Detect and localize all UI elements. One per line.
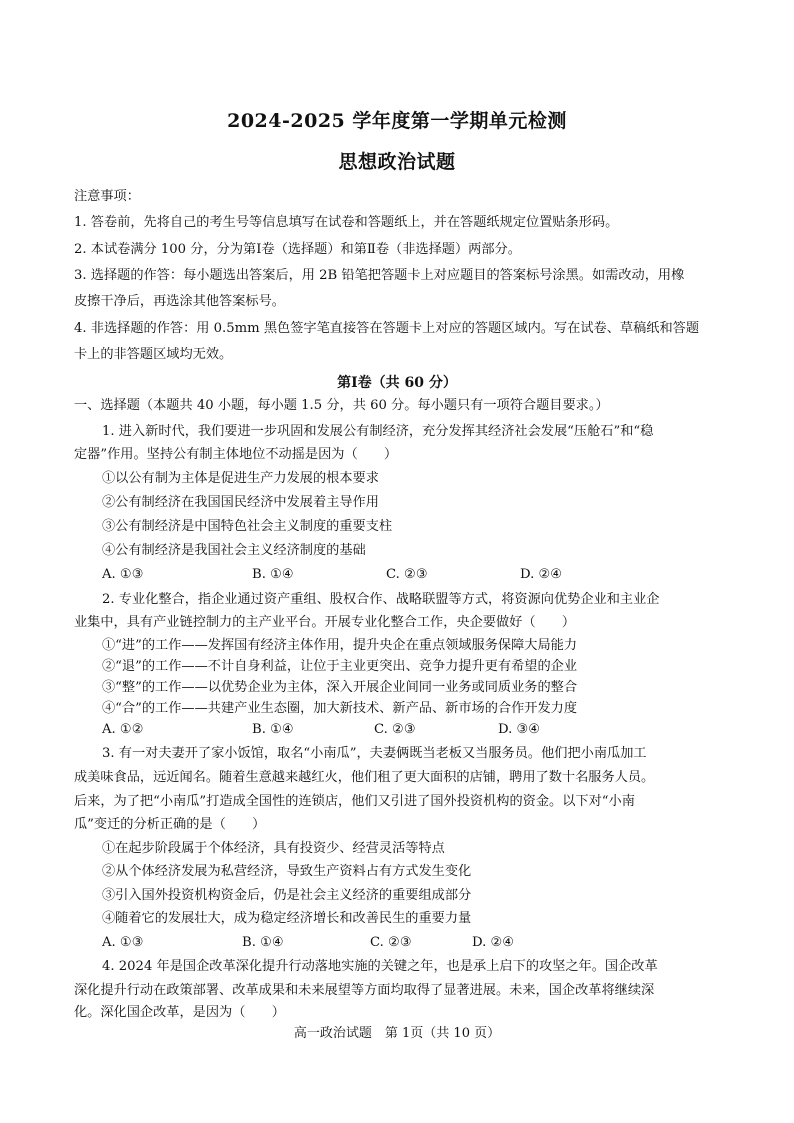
q3-stem-line-1: 3. 有一对夫妻开了家小饭馆，取名“小南瓜”，夫妻俩既当老板又当服务员。他们把小南瓜加工	[102, 746, 647, 761]
q2-stem-line-2: 业集中，具有产业链控制力的主产业平台。开展专业化整合工作，央企要做好（ ）	[74, 615, 576, 630]
q1-option-b[interactable]: B. ①④	[252, 567, 294, 582]
q2-options	[102, 721, 734, 739]
q3-stem-line-2: 成美味食品，远近闻名。随着生意越来越红火，他们租了更大面积的店铺，聘用了数十名服务人员。	[74, 770, 655, 785]
q3-statement-4: ④随着它的发展壮大，成为稳定经济增长和改善民生的重要力量	[102, 911, 472, 926]
q4-stem-line-2: 深化提升行动在政策部署、改革成果和未来展望等方面均取得了显著进展。未来，国企改革将继续深	[74, 983, 655, 998]
q3-option-a[interactable]: A. ①③	[102, 935, 144, 950]
q3-option-b[interactable]: B. ①④	[242, 935, 284, 950]
q1-option-a[interactable]: A. ①③	[102, 567, 144, 582]
q3-statement-2: ②从个体经济发展为私营经济，导致生产资料占有方式发生变化	[102, 864, 472, 879]
q3-statement-1: ①在起步阶段属于个体经济，具有投资少、经营灵活等特点	[102, 841, 445, 856]
q4-stem-line-3: 化。深化国企改革，是因为（ ）	[74, 1005, 285, 1020]
notice-item-1: 1. 答卷前，先将自己的考生号等信息填写在试卷和答题纸上，并在答题纸规定位置贴条形码。	[74, 215, 619, 230]
q2-option-a[interactable]: A. ①②	[102, 722, 144, 737]
q1-statement-1: ①以公有制为主体是促进生产力发展的根本要求	[102, 471, 379, 486]
q2-stem-line-1: 2. 专业化整合，指企业通过资产重组、股权合作、战略联盟等方式，将资源向优势企业和主业企	[102, 592, 660, 607]
section-instructions: 一、选择题（本题共 40 小题，每小题 1.5 分，共 60 分。每小题只有一项符合题目要求。）	[74, 398, 609, 413]
q1-statement-4: ④公有制经济是我国社会主义经济制度的基础	[102, 543, 366, 558]
q1-statement-3: ③公有制经济是中国特色社会主义制度的重要支柱	[102, 519, 393, 534]
q2-statement-1: ①“进”的工作——发挥国有经济主体作用，提升央企在重点领域服务保障大局能力	[102, 638, 578, 653]
exam-title: 2024-2025 学年度第一学期单元检测	[227, 110, 567, 132]
q1-stem-line-1: 1. 进入新时代，我们要进一步巩固和发展公有制经济，充分发挥其经济社会发展“压舱石”和“稳	[102, 424, 654, 439]
q2-option-d[interactable]: D. ③④	[498, 722, 541, 737]
notice-item-2: 2. 本试卷满分 100 分，分为第Ⅰ卷（选择题）和第Ⅱ卷（非选择题）两部分。	[74, 242, 521, 257]
q2-statement-3: ③“整”的工作——以优势企业为主体，深入开展企业间同一业务或同质业务的整合	[102, 680, 578, 695]
q1-stem-line-2: 定器”作用。坚持公有制主体地位不动摇是因为（ ）	[74, 447, 398, 462]
q2-statement-4: ④“合”的工作——共建产业生态圈，加大新技术、新产品、新市场的合作开发力度	[102, 701, 578, 716]
notice-heading: 注意事项：	[74, 189, 140, 204]
q4-stem-line-1: 4. 2024 年是国企改革深化提升行动落地实施的关键之年，也是承上启下的攻坚之年。国企改革	[102, 959, 658, 974]
q3-option-c[interactable]: C. ②③	[370, 935, 412, 950]
section-title: 第Ⅰ卷（共 60 分）	[337, 375, 457, 391]
q2-option-c[interactable]: C. ②③	[374, 722, 416, 737]
q1-statement-2: ②公有制经济在我国国民经济中发展着主导作用	[102, 495, 379, 510]
q1-option-c[interactable]: C. ②③	[386, 567, 428, 582]
notice-item-4-line-1: 4. 非选择题的作答：用 0.5mm 黑色签字笔直接答在答题卡上对应的答题区域内。写在试卷、草稿纸和答题	[74, 321, 700, 336]
notice-item-3-line-1: 3. 选择题的作答：每小题选出答案后，用 2B 铅笔把答题卡上对应题目的答案标号涂黑。如需改动，用橡	[74, 268, 685, 283]
q3-option-d[interactable]: D. ②④	[472, 935, 515, 950]
q3-options	[102, 934, 734, 952]
q1-option-d[interactable]: D. ②④	[520, 567, 563, 582]
q3-stem-line-3: 后来，为了把“小南瓜”打造成全国性的连锁店，他们又引进了国外投资机构的资金。以下对“小南	[74, 794, 635, 809]
q1-options	[102, 566, 734, 584]
notice-item-3-line-2: 皮擦干净后，再选涂其他答案标号。	[74, 294, 285, 309]
q2-option-b[interactable]: B. ①④	[252, 722, 294, 737]
exam-subject: 思想政治试题	[338, 151, 456, 173]
page-footer: 高一政治试题 第 1页（共 10 页）	[293, 1026, 501, 1041]
q3-stem-line-4: 瓜”变迁的分析正确的是（ ）	[74, 817, 266, 832]
notice-item-4-line-2: 卡上的非答题区域均无效。	[74, 347, 233, 362]
q2-statement-2: ②“退”的工作——不计自身利益，让位于主业更突出、竞争力提升更有希望的企业	[102, 659, 578, 674]
q3-statement-3: ③引入国外投资机构资金后，仍是社会主义经济的重要组成部分	[102, 888, 472, 903]
